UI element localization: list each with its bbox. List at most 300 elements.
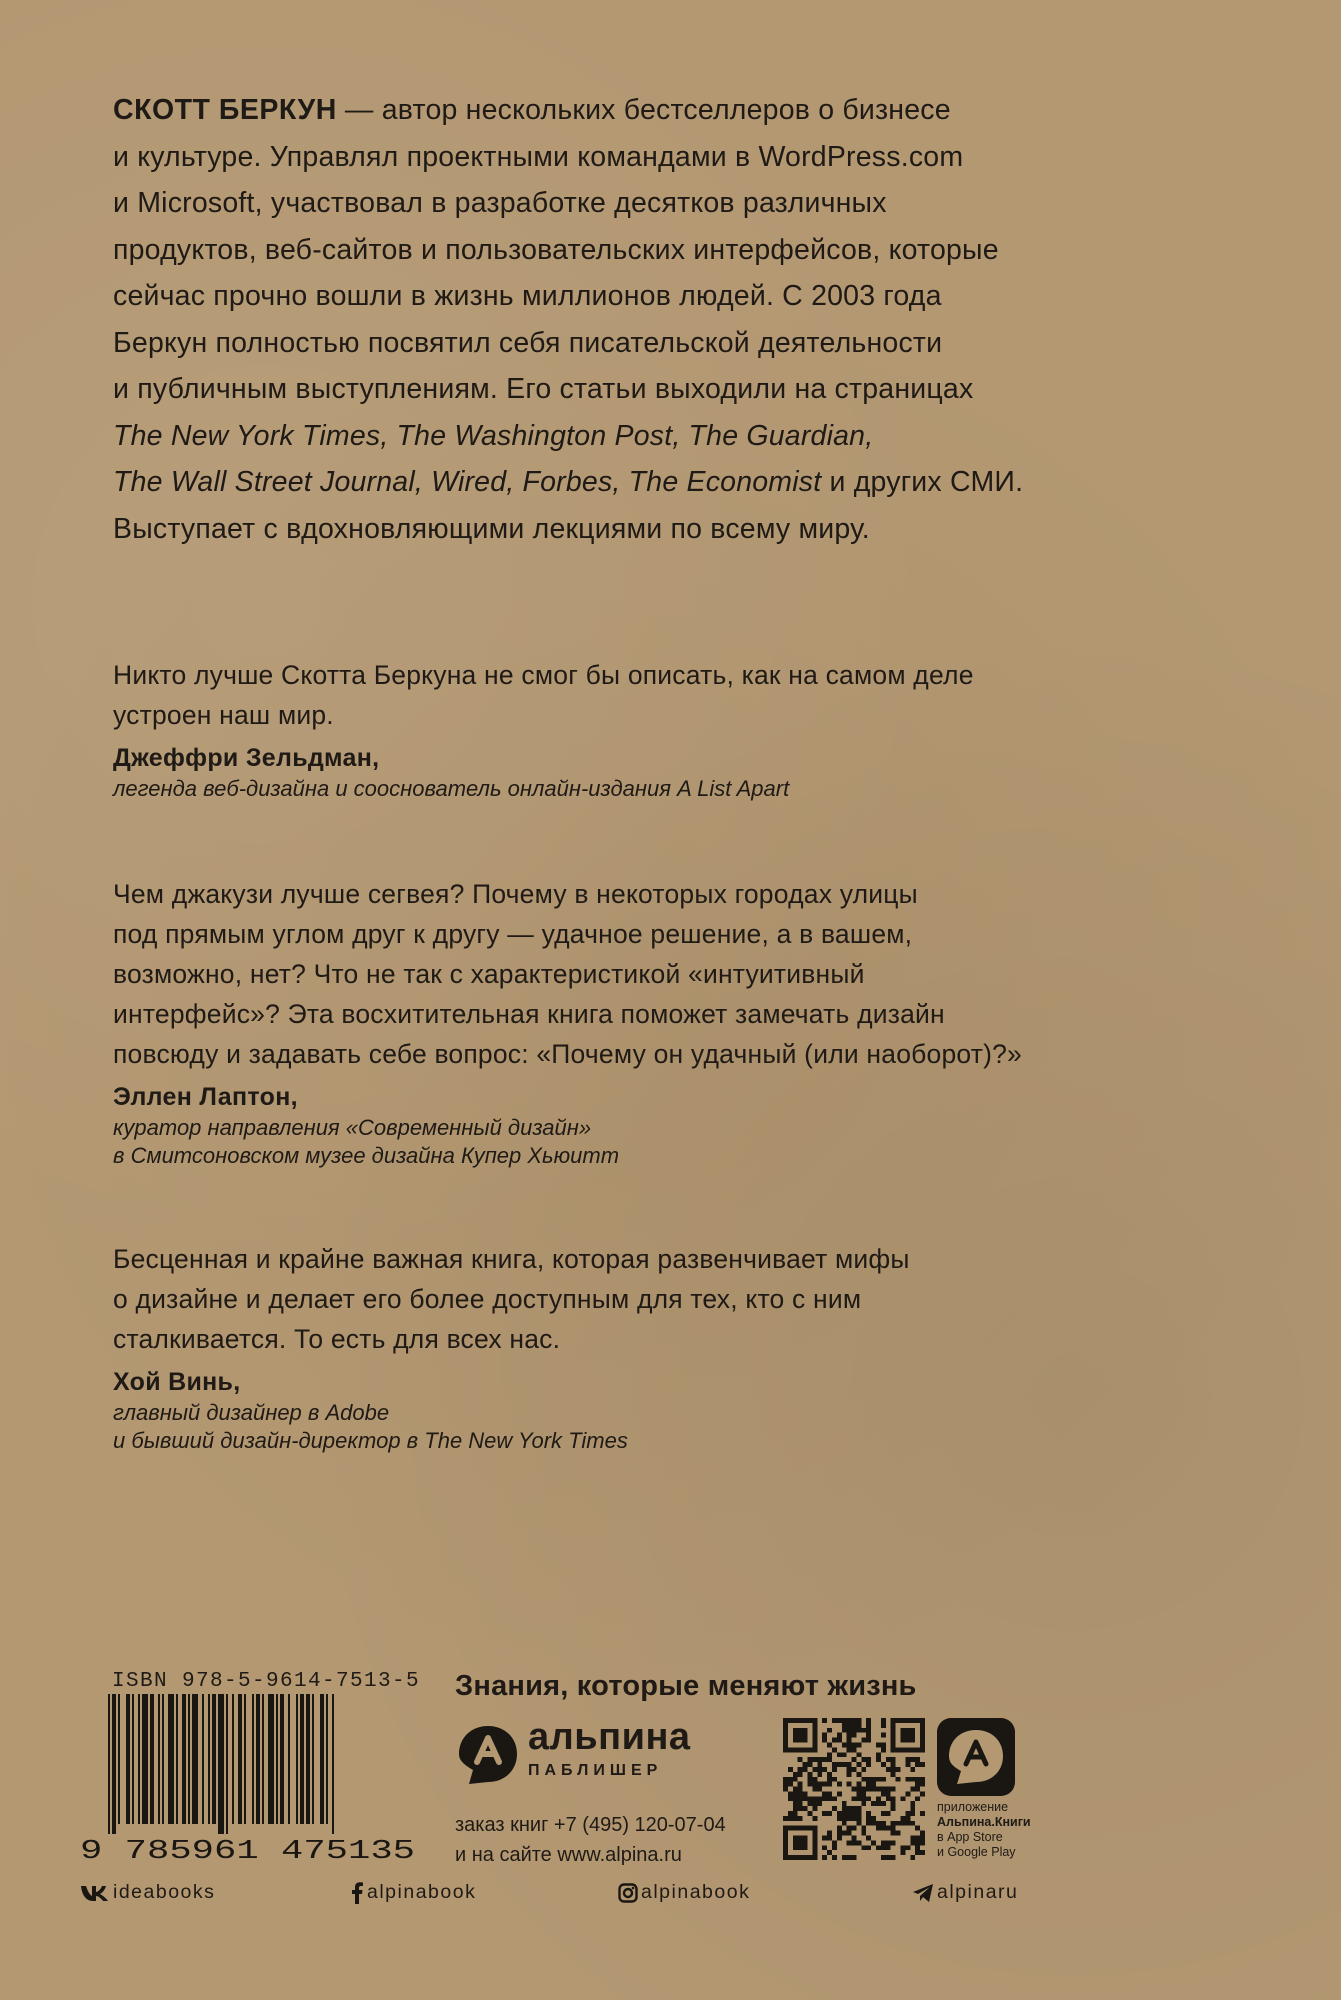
qr-module <box>847 1782 852 1787</box>
qr-module <box>783 1826 817 1831</box>
qr-module <box>856 1752 861 1757</box>
qr-module <box>896 1767 901 1772</box>
qr-module <box>881 1826 886 1831</box>
qr-module <box>847 1762 852 1767</box>
qr-module <box>886 1845 891 1850</box>
barcode-digits: 9 785961 475135 <box>80 1837 415 1862</box>
bio-line-6: Беркун полностью посвятил себя писательской деятельности <box>113 326 943 359</box>
qr-module <box>847 1718 852 1723</box>
qr-module <box>866 1733 871 1738</box>
qr-module <box>803 1806 808 1811</box>
order-site: и на сайте www.alpina.ru <box>455 1844 682 1866</box>
qr-module <box>856 1811 861 1816</box>
qr-module <box>827 1742 832 1747</box>
qr-module <box>886 1791 891 1796</box>
barcode-bar <box>332 1694 334 1834</box>
qr-module <box>788 1777 793 1782</box>
qr-module <box>783 1747 817 1752</box>
qr-module <box>842 1821 847 1826</box>
qr-module <box>812 1787 817 1792</box>
qr-module <box>856 1772 861 1777</box>
qr-module <box>901 1816 906 1821</box>
qr-module <box>876 1821 881 1826</box>
bio-line-9: The Wall Street Journal, Wired, Forbes, The Economist и других СМИ. <box>113 466 1024 498</box>
qr-module <box>817 1767 822 1772</box>
qr-module <box>920 1791 925 1796</box>
qr-module <box>886 1811 891 1816</box>
qr-module <box>832 1777 837 1782</box>
qr-module <box>910 1836 915 1841</box>
qr-module <box>866 1738 871 1743</box>
quote-author-role: легенда веб-дизайна и сооснователь онлайн-издания A List Apart <box>113 776 790 801</box>
barcode-bar <box>296 1694 298 1824</box>
qr-module <box>807 1762 812 1767</box>
barcode-bar <box>208 1694 210 1824</box>
qr-module <box>817 1782 822 1787</box>
quote-vinh <box>113 1239 1253 1455</box>
qr-module <box>856 1718 861 1723</box>
barcode-bar <box>238 1694 242 1824</box>
qr-module <box>915 1762 920 1767</box>
quote-text: Бесценная и крайне важная книга, которая развенчивает мифы о дизайне и делает его более доступным для тех, кто с ним сталкивается. То есть для всех нас. <box>113 1244 910 1354</box>
qr-module <box>881 1801 886 1806</box>
barcode-bar <box>226 1694 228 1834</box>
qr-module <box>901 1796 906 1801</box>
qr-module <box>807 1796 812 1801</box>
qr-module <box>847 1811 852 1816</box>
qr-module <box>905 1811 910 1816</box>
qr-module <box>798 1772 803 1777</box>
qr-module <box>891 1796 896 1801</box>
qr-module <box>866 1787 871 1792</box>
qr-module <box>910 1777 915 1782</box>
qr-module <box>832 1806 837 1811</box>
qr-module <box>861 1796 866 1801</box>
qr-module <box>866 1821 871 1826</box>
qr-module <box>842 1762 847 1767</box>
qr-module <box>856 1762 861 1767</box>
qr-module <box>847 1767 852 1772</box>
qr-module <box>793 1787 798 1792</box>
qr-module <box>910 1855 915 1860</box>
qr-module <box>891 1787 896 1792</box>
qr-module <box>812 1801 817 1806</box>
qr-module <box>842 1718 847 1723</box>
qr-module <box>807 1772 812 1777</box>
qr-module <box>822 1757 827 1762</box>
qr-module <box>803 1796 808 1801</box>
qr-module <box>793 1836 808 1851</box>
qr-module <box>837 1733 842 1738</box>
qr-module <box>803 1762 808 1767</box>
qr-module <box>856 1742 861 1747</box>
qr-module <box>822 1845 827 1850</box>
qr-module <box>847 1733 852 1738</box>
qr-module <box>822 1782 827 1787</box>
qr-module <box>783 1718 788 1752</box>
qr-module <box>866 1811 871 1816</box>
quote-author: Джеффри Зельдман, <box>113 744 380 772</box>
barcode-bar <box>182 1694 186 1824</box>
qr-module <box>812 1806 817 1811</box>
qr-module <box>891 1747 925 1752</box>
qr-module <box>812 1796 817 1801</box>
qr-module <box>905 1845 910 1850</box>
qr-module <box>910 1767 915 1772</box>
barcode-bar <box>158 1694 160 1824</box>
qr-module <box>812 1782 817 1787</box>
qr-module <box>783 1855 817 1860</box>
qr-module <box>852 1723 857 1728</box>
qr-module <box>793 1728 808 1743</box>
qr-module <box>832 1855 837 1860</box>
qr-module <box>920 1840 925 1845</box>
publisher-sub: ПАБЛИШЕР <box>528 1762 663 1779</box>
qr-module <box>881 1845 886 1850</box>
qr-module <box>901 1850 906 1855</box>
qr-module <box>807 1811 812 1816</box>
social-instagram[interactable]: alpinabook <box>618 1881 750 1904</box>
qr-module <box>803 1767 808 1772</box>
qr-module <box>822 1718 827 1723</box>
barcode-bar <box>244 1694 246 1824</box>
qr-module <box>842 1811 847 1816</box>
qr-module <box>842 1801 847 1806</box>
qr-module <box>856 1796 861 1801</box>
qr-module <box>822 1855 827 1860</box>
qr-module <box>871 1782 876 1787</box>
qr-module <box>827 1777 832 1782</box>
instagram-icon <box>618 1883 638 1903</box>
qr-module <box>837 1791 842 1796</box>
qr-module <box>798 1816 803 1821</box>
barcode-bar <box>108 1694 110 1834</box>
qr-module <box>866 1723 871 1728</box>
qr-module <box>847 1772 852 1777</box>
bio-line-5: сейчас прочно вошли в жизнь миллионов людей. С 2003 года <box>113 280 942 312</box>
qr-module <box>856 1816 861 1821</box>
quote-zeldman <box>113 655 1253 803</box>
qr-module <box>861 1845 866 1850</box>
qr-module <box>837 1831 842 1836</box>
qr-module <box>861 1801 866 1806</box>
qr-module <box>827 1752 832 1757</box>
qr-module <box>793 1791 798 1796</box>
barcode-bar <box>280 1694 284 1824</box>
qr-module <box>901 1845 906 1850</box>
barcode-bar <box>320 1694 324 1824</box>
qr-module <box>783 1777 788 1782</box>
qr-module <box>852 1747 857 1752</box>
qr-module <box>866 1757 871 1762</box>
qr-module <box>856 1806 861 1811</box>
qr-module <box>793 1772 798 1777</box>
qr-module <box>812 1718 817 1752</box>
qr-module <box>847 1738 852 1743</box>
qr-module <box>886 1855 891 1860</box>
qr-module <box>847 1723 852 1728</box>
qr-module <box>871 1777 876 1782</box>
qr-module <box>861 1791 866 1796</box>
qr-module <box>920 1850 925 1855</box>
qr-module <box>817 1796 822 1801</box>
qr-module <box>842 1806 847 1811</box>
barcode-bar <box>142 1694 148 1824</box>
barcode-bar <box>262 1694 264 1824</box>
barcode-bar <box>256 1694 260 1824</box>
qr-module <box>910 1840 915 1845</box>
qr-module <box>876 1742 881 1747</box>
qr-module <box>827 1831 832 1836</box>
app-icon[interactable] <box>937 1718 1015 1796</box>
qr-module <box>798 1767 803 1772</box>
qr-module <box>832 1762 837 1767</box>
qr-module <box>822 1791 827 1796</box>
qr-module <box>910 1787 915 1792</box>
qr-module <box>783 1718 817 1723</box>
social-telegram[interactable]: alpinaru <box>912 1881 1018 1904</box>
social-links <box>80 1881 1040 1911</box>
qr-module <box>812 1757 817 1762</box>
qr-module <box>915 1796 920 1801</box>
qr-module <box>832 1796 837 1801</box>
qr-module <box>852 1728 857 1733</box>
qr-module <box>905 1757 910 1762</box>
vk-icon <box>80 1884 110 1902</box>
qr-module <box>861 1738 866 1743</box>
qr-module <box>783 1782 788 1787</box>
qr-module <box>856 1787 861 1792</box>
qr-module <box>915 1850 920 1855</box>
qr-module <box>856 1791 861 1796</box>
qr-module <box>905 1816 910 1821</box>
qr-module <box>842 1855 847 1860</box>
qr-module <box>856 1840 861 1845</box>
qr-module <box>886 1757 891 1762</box>
qr-module <box>891 1831 896 1836</box>
app-info: приложение Альпина.Книги в App Store и Google Play <box>937 1800 1031 1859</box>
order-phone: заказ книг +7 (495) 120-07-04 <box>455 1814 726 1836</box>
qr-module <box>891 1806 896 1811</box>
qr-module <box>827 1757 832 1762</box>
qr-module <box>817 1787 822 1792</box>
qr-module <box>837 1752 842 1757</box>
qr-module <box>788 1816 793 1821</box>
barcode-bar <box>202 1694 204 1824</box>
qr-module <box>852 1757 857 1762</box>
barcode-bar <box>232 1694 234 1824</box>
qr-module <box>798 1757 803 1762</box>
qr-module <box>881 1855 886 1860</box>
barcode-bar <box>268 1694 274 1824</box>
qr-module <box>842 1723 847 1728</box>
barcode-bar <box>150 1694 154 1824</box>
quote-author-role: главный дизайнер в Adobe и бывший дизайн-директор в The New York Times <box>113 1400 628 1453</box>
qr-module <box>832 1840 837 1845</box>
qr-module <box>793 1806 798 1811</box>
qr-module <box>896 1821 901 1826</box>
qr-module <box>852 1718 857 1723</box>
barcode-bar <box>138 1694 140 1824</box>
isbn-label: ISBN 978-5-9614-7513-5 <box>112 1670 421 1693</box>
qr-module <box>822 1811 827 1816</box>
qr-code[interactable] <box>783 1718 925 1860</box>
qr-module <box>861 1767 866 1772</box>
qr-module <box>910 1801 915 1806</box>
barcode-bar <box>112 1694 116 1834</box>
qr-module <box>881 1787 886 1792</box>
qr-module <box>837 1811 842 1816</box>
qr-module <box>876 1757 881 1762</box>
qr-module <box>871 1787 876 1792</box>
qr-module <box>866 1718 871 1723</box>
qr-module <box>852 1840 857 1845</box>
qr-module <box>861 1757 866 1762</box>
qr-module <box>852 1826 857 1831</box>
qr-module <box>807 1782 812 1787</box>
qr-module <box>783 1787 788 1792</box>
qr-module <box>886 1826 891 1831</box>
qr-module <box>915 1777 920 1782</box>
author-name: СКОТТ БЕРКУН <box>113 94 337 126</box>
qr-module <box>861 1831 866 1836</box>
qr-module <box>798 1787 803 1792</box>
barcode-bar <box>132 1694 134 1824</box>
qr-module <box>866 1816 871 1821</box>
qr-module <box>812 1816 817 1821</box>
qr-module <box>876 1777 881 1782</box>
barcode-bar <box>162 1694 164 1824</box>
social-facebook[interactable]: alpinabook <box>350 1881 476 1904</box>
order-info <box>455 1810 726 1870</box>
qr-module <box>847 1840 852 1845</box>
qr-module <box>871 1821 876 1826</box>
qr-module <box>832 1767 837 1772</box>
quote-text: Чем джакузи лучше сегвея? Почему в некоторых городах улицы под прямым углом друг к другу — удачное решение, а в вашем, возможно, нет? Что не так с характеристикой «интуитивный интерфейс»? Эта восхитительная книга поможет замечать дизайн повсюду и задавать себе вопрос: «Почему он удачный (или наоборот)?» <box>113 879 1022 1069</box>
qr-module <box>920 1831 925 1836</box>
qr-module <box>827 1782 832 1787</box>
qr-module <box>788 1782 793 1787</box>
qr-module <box>861 1728 866 1733</box>
barcode-bar <box>212 1694 216 1824</box>
qr-module <box>852 1806 857 1811</box>
qr-module <box>798 1796 803 1801</box>
barcode-bar <box>252 1694 254 1824</box>
qr-module <box>920 1718 925 1752</box>
qr-module <box>915 1836 920 1841</box>
qr-module <box>847 1742 852 1747</box>
qr-module <box>896 1777 901 1782</box>
qr-module <box>891 1718 896 1752</box>
qr-module <box>788 1811 793 1816</box>
barcode-bar <box>326 1694 328 1824</box>
qr-module <box>817 1801 822 1806</box>
barcode-bar <box>168 1694 174 1824</box>
qr-module <box>803 1791 808 1796</box>
qr-module <box>783 1816 788 1821</box>
qr-module <box>886 1787 891 1792</box>
qr-module <box>915 1840 920 1845</box>
qr-module <box>876 1752 881 1757</box>
qr-module <box>871 1801 876 1806</box>
bio-line-10: Выступает с вдохновляющими лекциями по всему миру. <box>113 512 870 545</box>
barcode-bar <box>118 1694 120 1824</box>
qr-module <box>832 1738 837 1743</box>
qr-module <box>866 1762 871 1767</box>
qr-module <box>852 1855 857 1860</box>
bio-line-7: и публичным выступлениям. Его статьи выходили на страницах <box>113 373 974 405</box>
qr-module <box>832 1845 837 1850</box>
qr-module <box>881 1791 886 1796</box>
qr-module <box>905 1791 910 1796</box>
quote-author: Эллен Лаптон, <box>113 1083 298 1111</box>
qr-module <box>817 1762 822 1767</box>
qr-module <box>842 1752 847 1757</box>
qr-module <box>861 1787 866 1792</box>
barcode-bar <box>176 1694 178 1824</box>
alpina-logo-icon <box>455 1722 521 1788</box>
bio-line-2: и культуре. Управлял проектными командами в WordPress.com <box>113 140 964 173</box>
qr-module <box>891 1757 896 1762</box>
qr-module <box>847 1747 852 1752</box>
qr-module <box>827 1728 832 1733</box>
barcode-bar <box>218 1694 224 1834</box>
qr-module <box>881 1718 886 1723</box>
qr-module <box>866 1782 871 1787</box>
qr-module <box>842 1816 847 1821</box>
qr-module <box>876 1796 881 1801</box>
bio-line-8: The New York Times, The Washington Post, The Guardian, <box>113 419 874 452</box>
barcode-bar <box>188 1694 190 1824</box>
qr-module <box>891 1762 896 1767</box>
qr-module <box>866 1845 871 1850</box>
qr-module <box>866 1836 871 1841</box>
qr-module <box>783 1826 788 1860</box>
qr-module <box>866 1796 871 1801</box>
qr-module <box>856 1723 861 1728</box>
social-vk[interactable]: ideabooks <box>80 1881 215 1904</box>
qr-module <box>852 1811 857 1816</box>
qr-module <box>856 1821 861 1826</box>
qr-module <box>827 1791 832 1796</box>
qr-module <box>837 1816 842 1821</box>
barcode-bar <box>192 1694 198 1824</box>
qr-module <box>832 1747 837 1752</box>
qr-module <box>817 1772 822 1777</box>
facebook-icon <box>350 1882 364 1904</box>
qr-module <box>807 1777 812 1782</box>
qr-module <box>822 1767 827 1772</box>
publisher-name: альпина <box>528 1716 691 1758</box>
quote-author: Хой Винь, <box>113 1368 241 1396</box>
qr-module <box>901 1728 916 1743</box>
qr-module <box>842 1728 847 1733</box>
qr-module <box>905 1777 910 1782</box>
qr-module <box>798 1806 803 1811</box>
author-bio <box>113 87 1253 552</box>
qr-module <box>788 1791 793 1796</box>
qr-module <box>793 1811 798 1816</box>
qr-module <box>876 1787 881 1792</box>
qr-module <box>852 1733 857 1738</box>
qr-module <box>920 1777 925 1782</box>
qr-module <box>881 1821 886 1826</box>
qr-module <box>852 1816 857 1821</box>
qr-module <box>822 1738 827 1743</box>
qr-module <box>891 1840 896 1845</box>
qr-module <box>915 1787 920 1792</box>
qr-module <box>881 1811 886 1816</box>
